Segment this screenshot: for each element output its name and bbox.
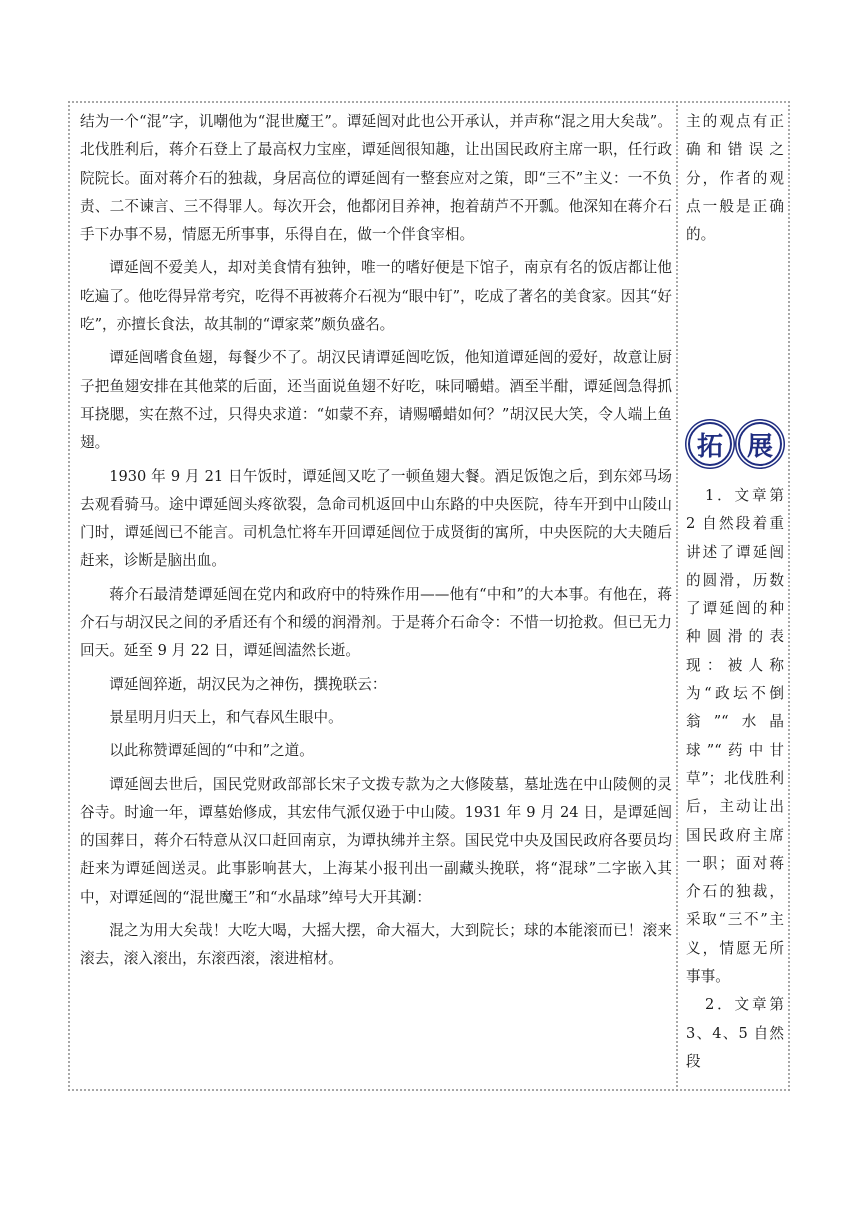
paragraph: 蒋介石最清楚谭延闿在党内和政府中的特殊作用——他有“中和”的大本事。有他在，蒋介石与胡汉民之间的矛盾还有个和缓的润滑剂。于是蒋介石命令：不惜一切抢救。但已无力回天。延至 9 月 22 日，谭延闿溘然长逝。 bbox=[80, 585, 672, 660]
side-note-top: 主的观点有正确和错误之分，作者的观点一般是正确的。 bbox=[686, 113, 784, 244]
paragraph: 谭延闿猝逝，胡汉民为之神伤，撰挽联云： bbox=[109, 675, 387, 693]
frame-bottom-border bbox=[67, 1088, 792, 1093]
couplet-line: 景星明月归天上，和气春风生眼中。 bbox=[109, 708, 343, 726]
frame-right-border bbox=[787, 100, 792, 1093]
paragraph: 1930 年 9 月 21 日午饭时，谭延闿又吃了一顿鱼翅大餐。酒足饭饱之后，到东郊马场去观看骑马。途中谭延闿头疼欲裂，急命司机返回中山东路的中央医院，待车开到中山陵山门时，谭延闿已不能言。司机急忙将车开回谭延闿位于成贤街的寓所，中央医院的大夫随后赶来，诊断是脑出血。 bbox=[80, 467, 672, 570]
side-note-item: 1．文章第 2 自然段着重讲述了谭延闿的圆滑，历数了谭延闿的种种圆滑的表现：被人称为“政坛不倒翁”“水晶球”“药中甘草”；北伐胜利后，主动让出国民政府主席一职；面对蒋介石的独裁，采取“三不”主义，情愿无所事事。 bbox=[686, 487, 784, 986]
side-notes bbox=[686, 482, 784, 1076]
paragraph: 以此称赞谭延闿的“中和”之道。 bbox=[109, 742, 314, 760]
paragraph: 谭延闿不爱美人，却对美食情有独钟，唯一的嗜好便是下馆子，南京有名的饭店都让他吃遍了。他吃得异常考究，吃得不再被蒋介石视为“眼中钉”，吃成了著名的美食家。因其“好吃”，亦擅长食法，故其制的“谭家菜”颇负盛名。 bbox=[80, 259, 672, 334]
frame-top-border bbox=[67, 100, 792, 105]
badge-char: 拓 bbox=[688, 422, 732, 466]
paragraph: 结为一个“混”字，讥嘲他为“混世魔王”。谭延闿对此也公开承认，并声称“混之用大矣哉”。北伐胜利后，蒋介石登上了最高权力宝座，谭延闿很知趣，让出国民政府主席一职，任行政院院长。面对蒋介石的独裁，身居高位的谭延闿有一整套应对之策，即“三不”主义：一不负责、二不谏言、三不得罪人。每次开会，他都闭目养神，抱着葫芦不开瓢。他深知在蒋介石手下办事不易，情愿无所事事，乐得自在，做一个伴食宰相。 bbox=[80, 113, 672, 244]
paragraph: 谭延闿嗜食鱼翅，每餐少不了。胡汉民请谭延闿吃饭，他知道谭延闿的爱好，故意让厨子把鱼翅安排在其他菜的后面，还当面说鱼翅不好吃，味同嚼蜡。酒至半酣，谭延闿急得抓耳挠腮，实在熬不过，只得央求道：“如蒙不弃，请赐嚼蜡如何？”胡汉民大笑，令人端上鱼翅。 bbox=[80, 349, 672, 452]
column-divider bbox=[675, 100, 680, 1093]
side-note-item: 2．文章第 3、4、5 自然段 bbox=[686, 996, 784, 1070]
badge-char: 展 bbox=[738, 422, 782, 466]
side-note-column bbox=[686, 108, 784, 249]
paragraph: 混之为用大矣哉！大吃大喝，大摇大摆，命大福大，大到院长；球的本能滚而已！滚来滚去，滚入滚出，东滚西滚，滚进棺材。 bbox=[80, 922, 672, 968]
expand-badge bbox=[688, 422, 786, 468]
paragraph: 谭延闿去世后，国民党财政部部长宋子文拨专款为之大修陵墓，墓址选在中山陵侧的灵谷寺。时逾一年，谭墓始修成，其宏伟气派仅逊于中山陵。1931 年 9 月 24 日，是谭延闿的国葬日，蒋介石特意从汉口赶回南京，为谭执绋并主祭。国民党中央及国民政府各要员均赶来为谭延闿送灵。此事影响甚大，上海某小报刊出一副藏头挽联，将“混球”二字嵌入其中，对谭延闿的“混世魔王”和“水晶球”绰号大开其涮： bbox=[80, 775, 672, 906]
main-text-column bbox=[80, 108, 672, 974]
frame-left-border bbox=[67, 100, 72, 1093]
